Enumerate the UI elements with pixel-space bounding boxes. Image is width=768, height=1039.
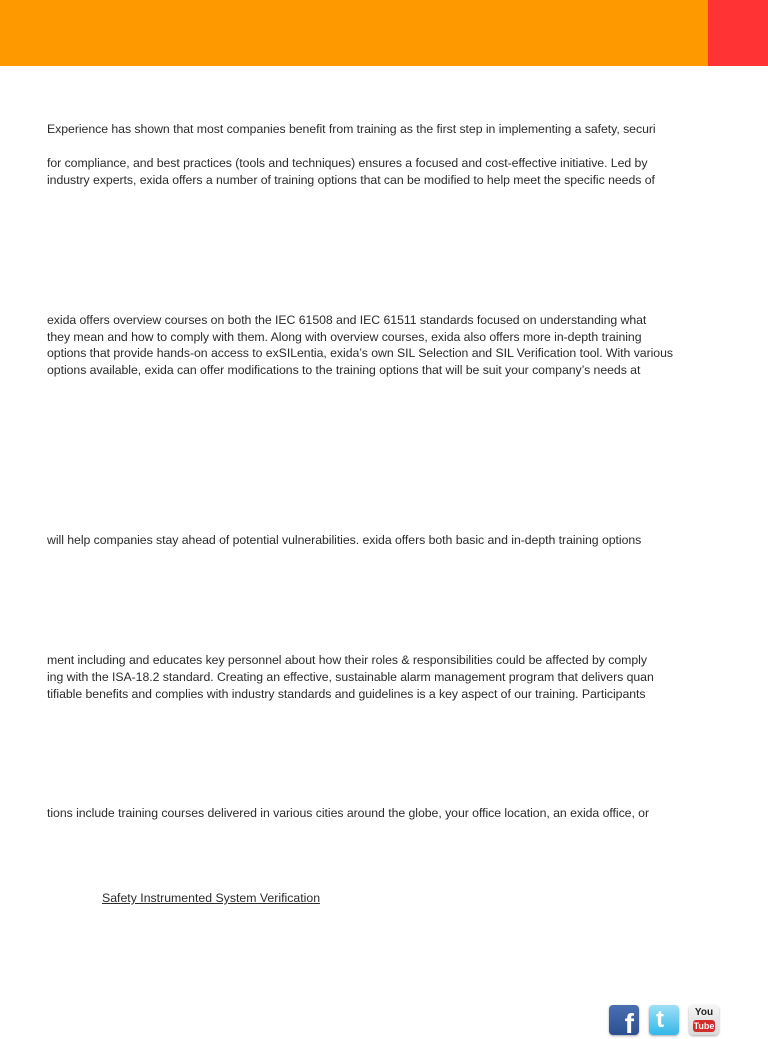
header-red-accent <box>708 0 768 66</box>
twitter-icon[interactable] <box>649 1005 679 1035</box>
options-line-1: tions include training courses delivered in various cities around the globe, your office location, an exida office, or <box>47 806 650 820</box>
alarm-line-2: ing with the ISA-18.2 standard. Creating an effective, sustainable alarm management program that delivers quan <box>47 670 654 684</box>
youtube-icon[interactable] <box>689 1005 719 1035</box>
alarm-line-1: ment including and educates key personnel about how their roles & responsibilities could be affected by comply <box>47 653 647 667</box>
header-orange-bar <box>0 0 708 66</box>
safety-line-4: options available, exida can offer modifications to the training options that will be suit your company’s needs at <box>47 363 641 377</box>
sis-verification-link[interactable]: Safety Instrumented System Verification <box>102 891 321 905</box>
alarm-line-3: tifiable benefits and complies with industry standards and guidelines is a key aspect of our training. Participants <box>47 687 646 701</box>
twitter-glyph: t <box>656 1006 664 1033</box>
safety-line-2: they mean and how to comply with them. Along with overview courses, exida also offers more in-depth training <box>47 330 642 344</box>
youtube-you-text: You <box>694 1007 714 1018</box>
security-line-1: will help companies stay ahead of potential vulnerabilities. exida offers both basic and in-depth training options <box>47 533 642 547</box>
safety-line-3: options that provide hands-on access to exSILentia, exida’s own SIL Selection and SIL Verification tool. With various <box>47 346 673 360</box>
social-icons <box>609 1005 719 1036</box>
intro-line-2: for compliance, and best practices (tools and techniques) ensures a focused and cost-effective initiative. Led by <box>47 156 648 170</box>
facebook-icon[interactable] <box>609 1005 639 1035</box>
intro-line-1: Experience has shown that most companies benefit from training as the first step in implementing a safety, securi <box>47 122 656 136</box>
facebook-glyph: f <box>624 1008 634 1035</box>
youtube-tube-text: Tube <box>693 1021 715 1031</box>
safety-line-1: exida offers overview courses on both the IEC 61508 and IEC 61511 standards focused on understanding what <box>47 313 647 327</box>
intro-line-3: industry experts, exida offers a number of training options that can be modified to help meet the specific needs of <box>47 173 655 187</box>
header-band <box>0 0 768 66</box>
